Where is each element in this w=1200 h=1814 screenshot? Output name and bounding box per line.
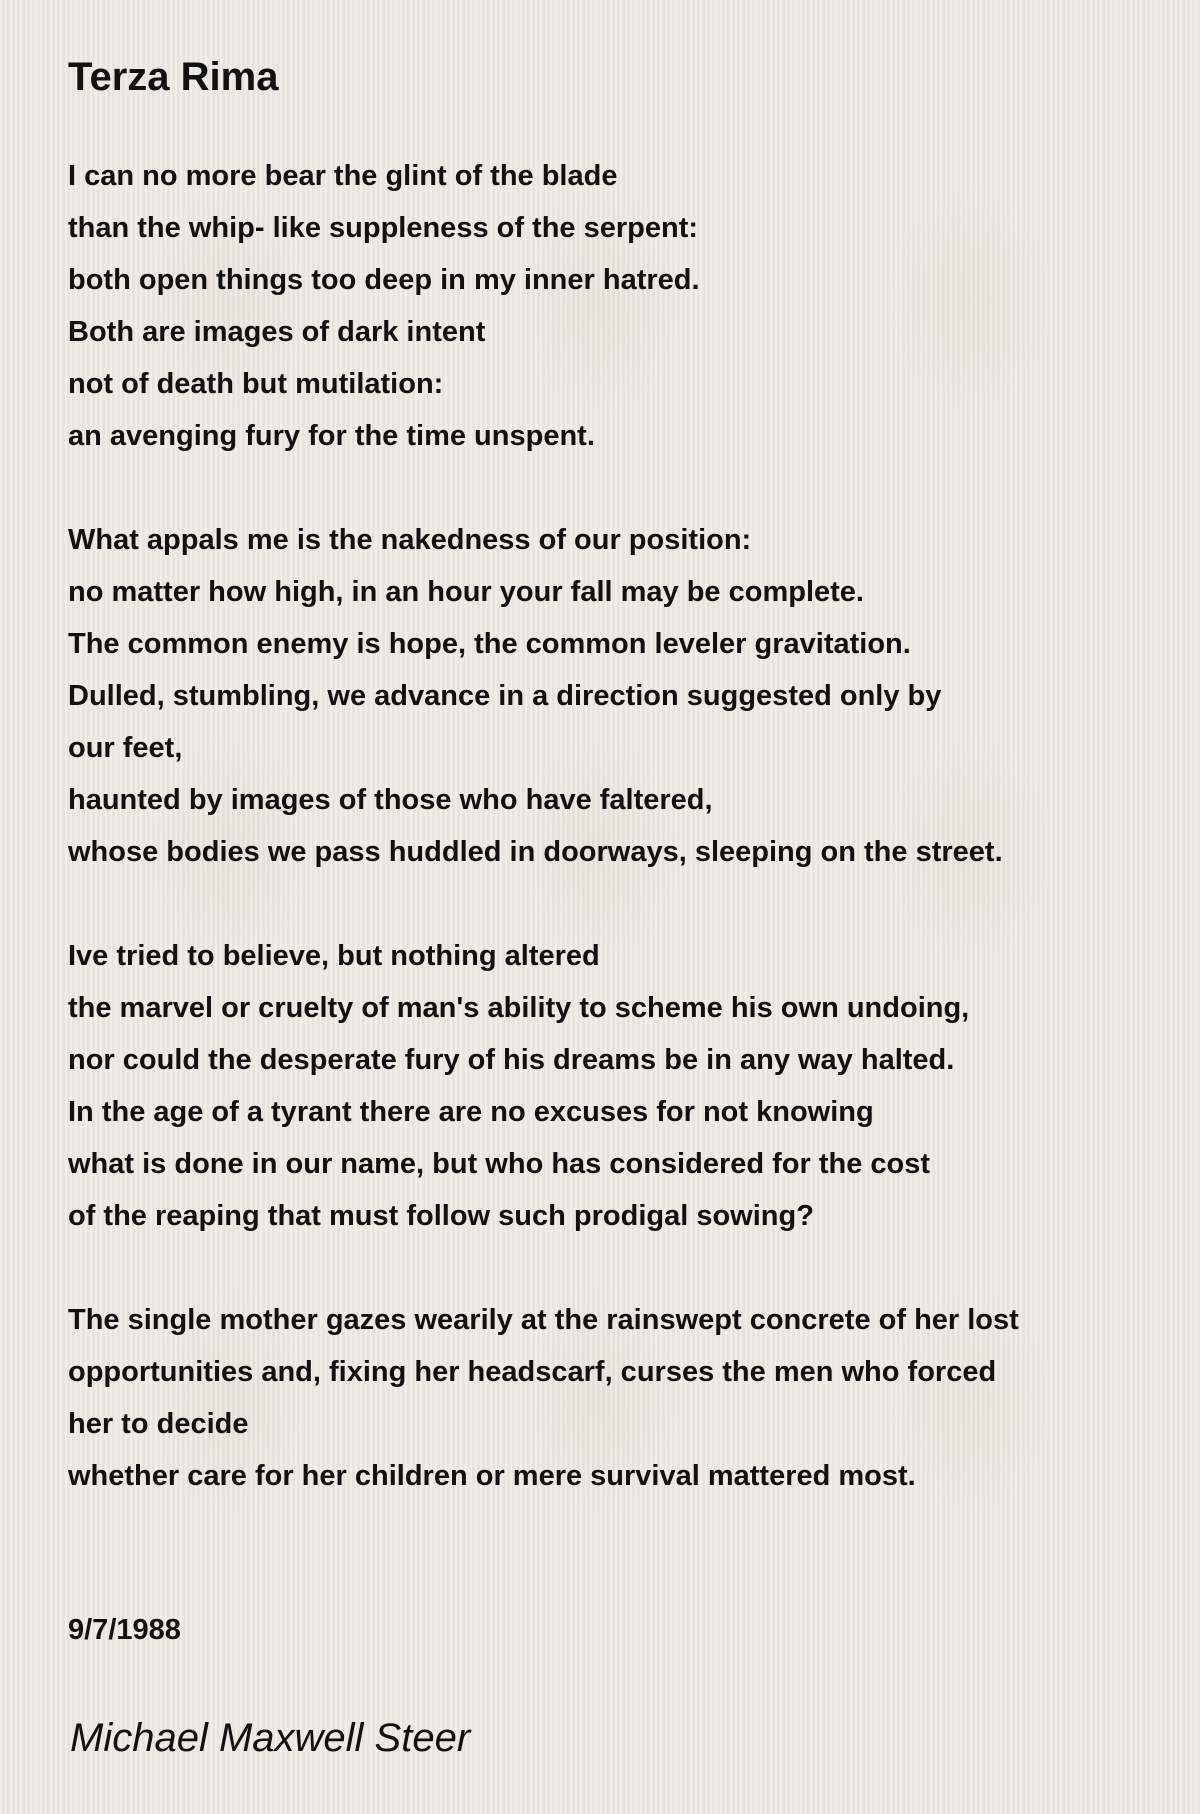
poem-line: I can no more bear the glint of the blade	[68, 160, 618, 192]
stanza	[68, 930, 1178, 1242]
poem-line: nor could the desperate fury of his dreams be in any way halted.	[68, 1044, 955, 1076]
poem-line: Both are images of dark intent	[68, 316, 486, 348]
poem-date: 9/7/1988	[68, 1614, 181, 1646]
poem-line: no matter how high, in an hour your fall may be complete.	[68, 576, 864, 608]
poem-line: our feet,	[68, 732, 183, 764]
stanza	[68, 514, 1178, 878]
poem-line: What appals me is the nakedness of our position:	[68, 524, 752, 556]
poem-line: what is done in our name, but who has considered for the cost	[68, 1148, 931, 1180]
poem-line: Ive tried to believe, but nothing altered	[68, 940, 600, 972]
poem-line: an avenging fury for the time unspent.	[68, 420, 595, 452]
poem-line: The single mother gazes wearily at the rainswept concrete of her lost	[68, 1304, 1019, 1336]
poem-line: In the age of a tyrant there are no excuses for not knowing	[68, 1096, 874, 1128]
poem-line: of the reaping that must follow such prodigal sowing?	[68, 1200, 814, 1232]
stanza	[68, 150, 1178, 462]
poem-line: both open things too deep in my inner hatred.	[68, 264, 700, 296]
poem-line: than the whip- like suppleness of the serpent:	[68, 212, 699, 244]
stanza	[68, 1294, 1178, 1502]
poem-line: not of death but mutilation:	[68, 368, 444, 400]
poem-line: her to decide	[68, 1408, 249, 1440]
poem-line: whether care for her children or mere survival mattered most.	[68, 1460, 916, 1492]
poem-line: haunted by images of those who have faltered,	[68, 784, 713, 816]
poem-author: Michael Maxwell Steer	[70, 1716, 471, 1760]
poem-body	[68, 150, 1178, 1554]
poem-line: whose bodies we pass huddled in doorways, sleeping on the street.	[68, 836, 1003, 868]
poem-line: opportunities and, fixing her headscarf, curses the men who forced	[68, 1356, 997, 1388]
poem-line: Dulled, stumbling, we advance in a direction suggested only by	[68, 680, 942, 712]
poem-line: The common enemy is hope, the common leveler gravitation.	[68, 628, 911, 660]
poem-line: the marvel or cruelty of man's ability to scheme his own undoing,	[68, 992, 970, 1024]
poem-title: Terza Rima	[68, 55, 279, 99]
